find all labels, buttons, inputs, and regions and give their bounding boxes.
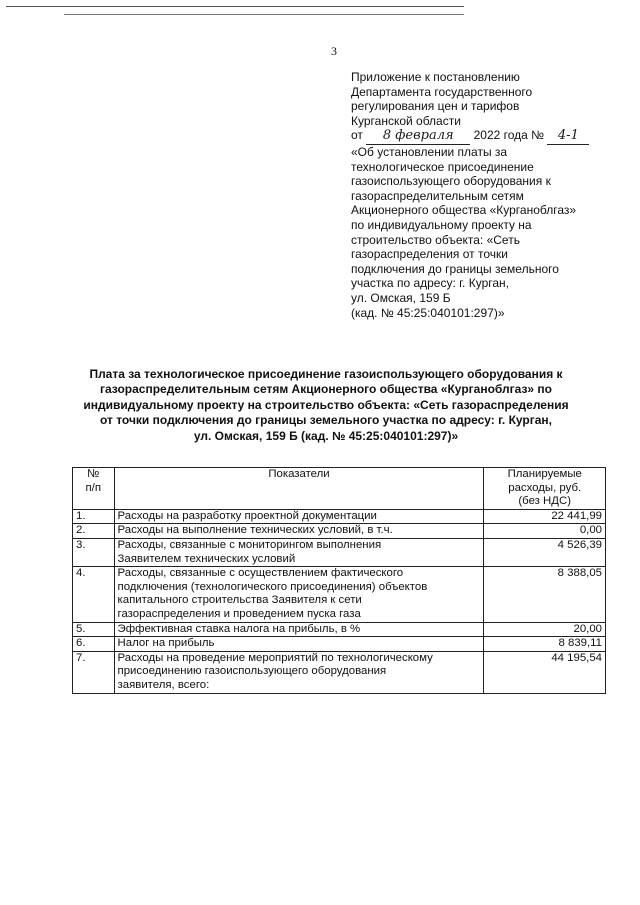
title-line: индивидуальному проекту на строительство объекта: «Сеть газораспределения [83,397,569,412]
top-rule-secondary [64,14,464,15]
table-row [73,538,606,566]
row-num: 2. [73,524,115,539]
subject-line: «Об установлении платы за [351,144,508,159]
row-indicator-line: Эффективная ставка налога на прибыль, в % [117,622,361,635]
subject-line: Акционерного общества «Курганоблгаз» [351,203,577,218]
costs-table [72,467,606,694]
table-row [73,524,606,539]
title-line: от точки подключения до границы земельного участка по адресу: г. Курган, [99,413,553,428]
row-indicator [114,538,484,566]
row-num: 3. [73,538,115,566]
row-indicator [114,567,484,622]
title-line: Плата за технологическое присоединение газоиспользующего оборудования к [89,367,563,381]
date-prefix: от [351,128,363,143]
row-num: 1. [73,509,115,524]
row-value: 8 839,11 [484,637,606,652]
row-indicator [114,524,484,539]
row-indicator-line: Налог на прибыль [117,637,215,650]
row-value: 44 195,54 [484,651,606,693]
row-value: 0,00 [484,524,606,539]
row-num: 4. [73,567,115,622]
row-num: 5. [73,622,115,637]
subject-line: газораспределения от точки [351,247,508,262]
row-indicator-line: Заявителем технических условий [117,552,296,565]
row-indicator-line: Расходы на проведение мероприятий по технологическому [117,651,433,664]
handwritten-date: 8 февраля [366,129,470,145]
row-value: 8 388,05 [484,567,606,622]
row-num: 6. [73,637,115,652]
top-rule [6,6,464,7]
row-indicator-line: подключения (технологического присоединения) объектов [117,580,428,593]
header-value-line: расходы, руб. [508,481,582,494]
row-value: 22 441,99 [484,509,606,524]
row-indicator-line: капитального строительства Заявителя к сети [117,594,362,607]
row-indicator-line: присоединению газоиспользующего оборудования [117,665,387,678]
row-indicator [114,622,484,637]
subject-line: газоиспользующего оборудования к [351,174,551,189]
row-indicator-line: Расходы, связанные с мониторингом выполнения [117,538,382,551]
row-num: 7. [73,651,115,693]
row-value: 4 526,39 [484,538,606,566]
subject-line: подключения до границы земельного [351,261,559,276]
header-value-line: (без НДС) [518,495,572,508]
header-indicator: Показатели [114,468,484,510]
row-indicator [114,509,484,524]
row-indicator [114,651,484,693]
header-value-line: Планируемые [507,468,582,480]
table-row [73,622,606,637]
page-number: 3 [331,44,337,58]
appendix-line: Департамента государственного [351,84,533,99]
handwritten-number: 4-1 [547,129,589,145]
appendix-line: Приложение к постановлению [351,70,520,84]
appendix-date-line [351,128,611,145]
document-title [66,367,586,444]
table-row [73,509,606,524]
title-line: газораспределительным сетям Акционерного общества «Курганоблгаз» по [99,382,553,397]
table-row [73,567,606,622]
subject-line: (кад. № 45:25:040101:297)» [351,305,505,320]
subject-line: технологическое присоединение [351,159,534,174]
row-indicator-line: заявителя, всего: [117,678,210,691]
subject-line: газораспределительным сетям [351,188,524,203]
table-header-row [73,468,606,510]
table-row [73,651,606,693]
row-indicator-line: Расходы, связанные с осуществлением фактического [117,567,404,580]
subject-line: строительство объекта: «Сеть [351,232,520,247]
appendix-block [351,70,611,320]
row-indicator-line: Расходы на разработку проектной документации [117,509,377,522]
row-indicator-line: газораспределения и проведением пуска газа [117,607,361,620]
subject-line: ул. Омская, 159 Б [351,290,451,305]
subject-line: участка по адресу: г. Курган, [351,276,509,291]
row-indicator-line: Расходы на выполнение технических условий, в т.ч. [117,524,393,537]
year-text: 2022 года № [473,128,545,143]
header-num-line: п/п [85,481,102,494]
header-value [484,468,606,510]
row-value: 20,00 [484,622,606,637]
appendix-line: Курганской области [351,113,461,128]
header-num-line: № [87,468,100,480]
appendix-line: регулирования цен и тарифов [351,99,520,114]
title-line: ул. Омская, 159 Б (кад. № 45:25:040101:297)» [193,428,459,443]
row-indicator [114,637,484,652]
header-num [73,468,115,510]
table-row [73,637,606,652]
subject-line: по индивидуальному проекту на [351,217,532,232]
